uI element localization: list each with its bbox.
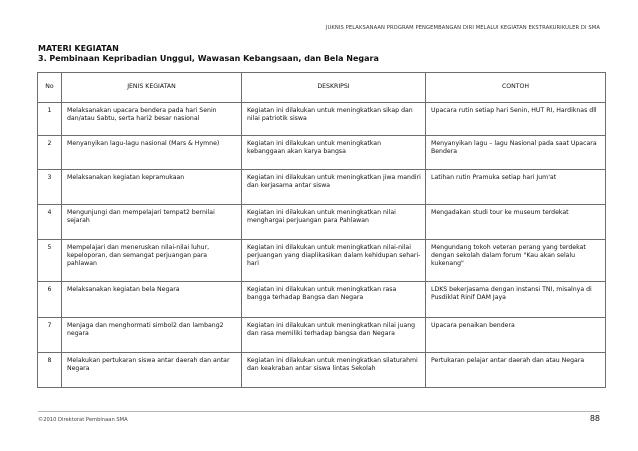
cell-deskripsi: Kegiatan ini dilakukan untuk meningkatkan jiwa mandiri dan kerjasama antar siswa xyxy=(242,170,426,205)
header-deskripsi: DESKRIPSI xyxy=(242,73,426,103)
footer-copyright: ©2010 Direktorat Pembinaan SMA xyxy=(38,417,128,423)
cell-no: 4 xyxy=(38,205,62,240)
cell-deskripsi: Kegiatan ini dilakukan untuk meningkatkan nilai-nilai perjuangan yang diaplikasikan dalam kehidupan sehari-hari xyxy=(242,240,426,282)
cell-no: 7 xyxy=(38,318,62,353)
cell-contoh: Upacara penaikan bendera xyxy=(426,318,606,353)
cell-contoh: LDKS bekerjasama dengan instansi TNI, misalnya di Pusdiklat Rinif DAM Jaya xyxy=(426,282,606,318)
activities-table xyxy=(37,72,606,388)
heading-subtitle: 3. Pembinaan Kepribadian Unggul, Wawasan Kebangsaan, dan Bela Negara xyxy=(38,54,379,63)
cell-deskripsi: Kegiatan ini dilakukan untuk meningkatkan nilai juang dan rasa memiliki terhadap bangsa dan Negara xyxy=(242,318,426,353)
cell-contoh: Upacara rutin setiap hari Senin, HUT RI, Hardiknas dll xyxy=(426,103,606,136)
cell-contoh: Mengadakan studi tour ke museum terdekat xyxy=(426,205,606,240)
table-row xyxy=(38,240,606,282)
cell-jenis-kegiatan: Menyanyikan lagu-lagu nasional (Mars & Hymne) xyxy=(62,136,242,170)
table-row xyxy=(38,282,606,318)
heading-title: MATERI KEGIATAN xyxy=(38,44,119,53)
cell-contoh: Mengundang tokoh veteran perang yang terdekat dengan sekolah dalam forum "Kau akan selalu kukenang" xyxy=(426,240,606,282)
cell-contoh: Menyanyikan lagu – lagu Nasional pada saat Upacara Bendera xyxy=(426,136,606,170)
cell-jenis-kegiatan: Mengunjungi dan mempelajari tempat2 bernilai sejarah xyxy=(62,205,242,240)
cell-no: 5 xyxy=(38,240,62,282)
cell-no: 8 xyxy=(38,353,62,388)
cell-deskripsi: Kegiatan ini dilakukan untuk meningkatkan sikap dan nilai patriotik siswa xyxy=(242,103,426,136)
cell-no: 3 xyxy=(38,170,62,205)
page-number: 88 xyxy=(589,414,600,423)
section-heading xyxy=(38,44,379,64)
cell-jenis-kegiatan: Melaksanakan kegiatan bela Negara xyxy=(62,282,242,318)
cell-jenis-kegiatan: Mempelajari dan meneruskan nilai-nilai luhur, kepeloporan, dan semangat perjuangan para pahlawan xyxy=(62,240,242,282)
table-row xyxy=(38,318,606,353)
cell-contoh: Pertukaran pelajar antar daerah dan atau Negara xyxy=(426,353,606,388)
footer-divider xyxy=(38,411,600,412)
cell-no: 6 xyxy=(38,282,62,318)
cell-jenis-kegiatan: Melaksanakan kegiatan kepramukaan xyxy=(62,170,242,205)
header-contoh: CONTOH xyxy=(426,73,606,103)
cell-jenis-kegiatan: Menjaga dan menghormati simbol2 dan lambang2 negara xyxy=(62,318,242,353)
cell-no: 2 xyxy=(38,136,62,170)
table-row xyxy=(38,103,606,136)
table-row xyxy=(38,170,606,205)
cell-jenis-kegiatan: Melakukan pertukaran siswa antar daerah dan antar Negara xyxy=(62,353,242,388)
cell-deskripsi: Kegiatan ini dilakukan untuk meningkatkan rasa bangga terhadap Bangsa dan Negara xyxy=(242,282,426,318)
table-row xyxy=(38,353,606,388)
cell-deskripsi: Kegiatan ini dilakukan untuk meningkatkan nilai menghargai perjuangan para Pahlawan xyxy=(242,205,426,240)
table-row xyxy=(38,205,606,240)
header-no: No xyxy=(38,73,62,103)
table-row xyxy=(38,136,606,170)
cell-deskripsi: Kegiatan ini dilakukan untuk meningkatkan silaturahmi dan keakraban antar siswa lintas Sekolah xyxy=(242,353,426,388)
table-header-row xyxy=(38,73,606,103)
cell-deskripsi: Kegiatan ini dilakukan untuk meningkatkan kebanggaan akan karya bangsa xyxy=(242,136,426,170)
cell-jenis-kegiatan: Melaksanakan upacara bendera pada hari Senin dan/atau Sabtu, serta hari2 besar nasional xyxy=(62,103,242,136)
cell-no: 1 xyxy=(38,103,62,136)
cell-contoh: Latihan rutin Pramuka setiap hari Jum'at xyxy=(426,170,606,205)
header-jenis-kegiatan: JENIS KEGIATAN xyxy=(62,73,242,103)
running-head: JUKNIS PELAKSANAAN PROGRAM PENGEMBANGAN DIRI MELALUI KEGIATAN EKSTRAKURIKULER DI SMA xyxy=(325,25,600,31)
